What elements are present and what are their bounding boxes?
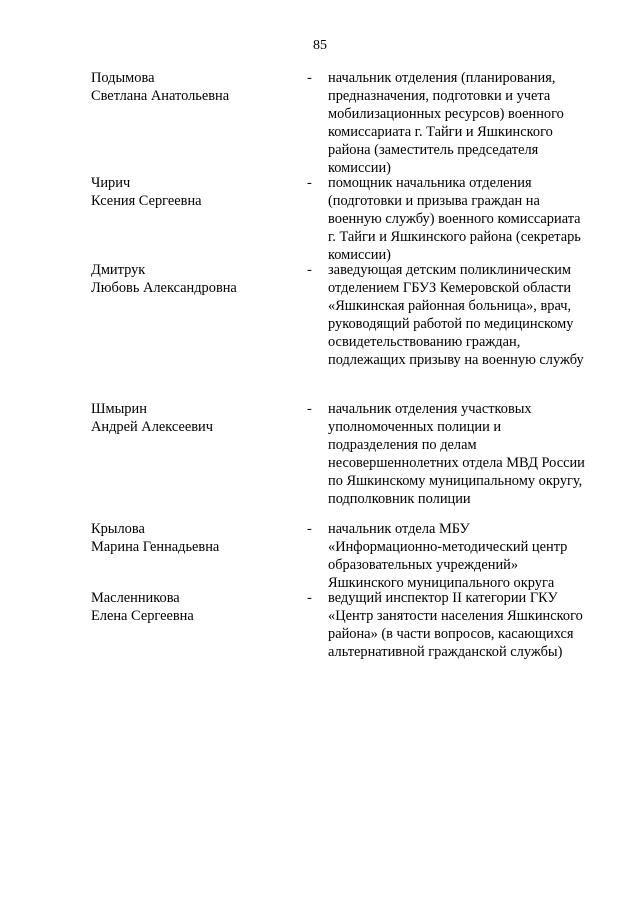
- member-name: [91, 400, 291, 436]
- member-given-names: Светлана Анатольевна: [91, 88, 230, 104]
- member-surname: Шмырин: [91, 401, 147, 417]
- member-role: начальник отделения участковых уполномоченных полиции и подразделения по делам несовершеннолетних отдела МВД России по Яшкинскому муниципальному округу, подполковник полиции: [328, 401, 585, 507]
- dash-separator: -: [307, 401, 312, 417]
- member-name: [91, 520, 291, 556]
- member-given-names: Ксения Сергеевна: [91, 193, 202, 209]
- member-role: помощник начальника отделения (подготовки и призыва граждан на военную службу) военного комиссариата г. Тайги и Яшкинского района (секретарь комиссии): [328, 175, 581, 263]
- dash-separator: -: [307, 70, 312, 86]
- dash-separator: -: [307, 521, 312, 537]
- dash-separator: -: [307, 590, 312, 606]
- member-name: [91, 589, 291, 625]
- dash-separator: -: [307, 262, 312, 278]
- member-surname: Крылова: [91, 521, 145, 537]
- member-given-names: Андрей Алексеевич: [91, 419, 213, 435]
- member-name: [91, 69, 291, 105]
- member-given-names: Любовь Александровна: [91, 280, 237, 296]
- member-role: ведущий инспектор II категории ГКУ «Центр занятости населения Яшкинского района» (в части вопросов, касающихся альтернативной гражданской службы): [328, 590, 583, 660]
- member-role: начальник отдела МБУ «Информационно-методический центр образовательных учреждений» Яшкинского муниципального округа: [328, 521, 568, 591]
- member-surname: Масленникова: [91, 590, 180, 606]
- member-given-names: Марина Геннадьевна: [91, 539, 220, 555]
- dash-separator: -: [307, 175, 312, 191]
- page-number: 85: [313, 38, 327, 53]
- member-role: заведующая детским поликлиническим отделением ГБУЗ Кемеровской области «Яшкинская районная больница», врач, руководящий работой по медицинскому освидетельствованию граждан, подлежащих призыву на военную службу: [328, 262, 584, 368]
- member-surname: Чирич: [91, 175, 131, 191]
- member-surname: Дмитрук: [91, 262, 146, 278]
- member-surname: Подымова: [91, 70, 155, 86]
- member-given-names: Елена Сергеевна: [91, 608, 194, 624]
- member-name: [91, 174, 291, 210]
- member-role: начальник отделения (планирования, предназначения, подготовки и учета мобилизационных ресурсов) военного комиссариата г. Тайги и Яшкинского района (заместитель председателя комиссии): [328, 70, 564, 176]
- member-name: [91, 261, 291, 297]
